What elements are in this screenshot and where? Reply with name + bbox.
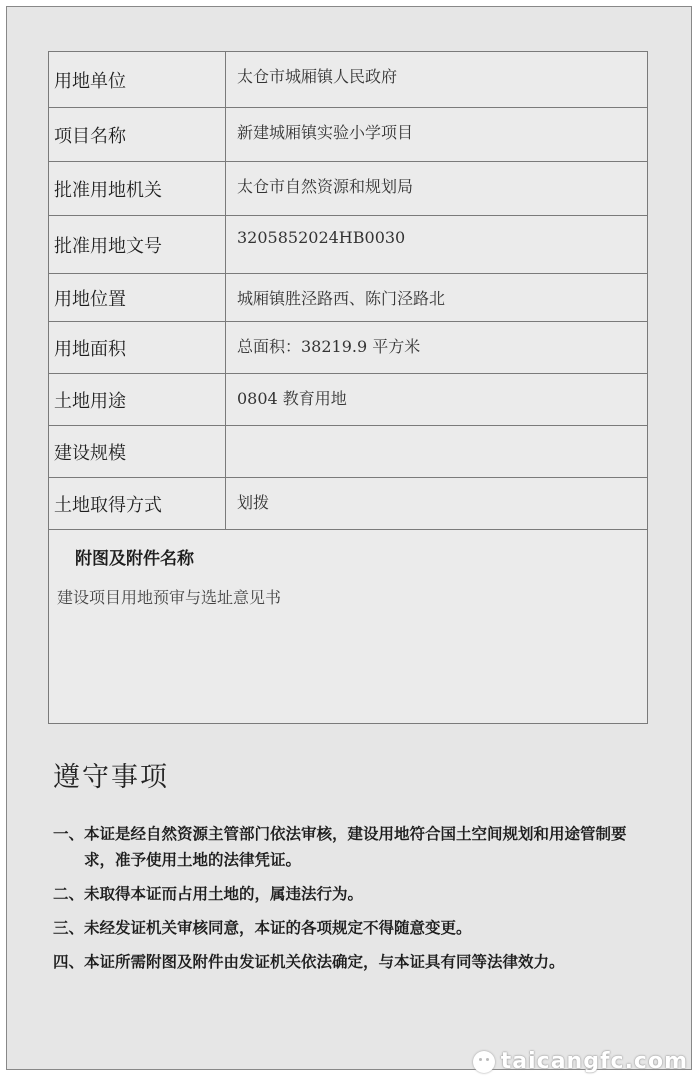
row-value: 总面积：38219.9 平方米: [226, 322, 648, 374]
note-number: 三、: [53, 919, 85, 937]
row-label: 批准用地机关: [49, 162, 226, 216]
row-label: 用地面积: [49, 322, 226, 374]
notes-title: 遵守事项: [53, 762, 169, 793]
attachments-body: 建设项目用地预审与选址意见书: [57, 588, 282, 607]
smiley-icon: [473, 1051, 495, 1073]
row-label: 土地用途: [49, 374, 226, 426]
note-number: 二、: [53, 885, 85, 903]
note-text: 未取得本证而占用土地的，属违法行为。: [84, 885, 364, 903]
note-number: 一、: [53, 825, 85, 843]
certificate-page: [6, 6, 692, 1070]
note-item: [53, 949, 643, 975]
note-text: 本证是经自然资源主管部门依法审核，建设用地符合国土空间规划和用途管制要求，准予使用土地的法律凭证。: [84, 825, 627, 869]
row-value: 0804 教育用地: [226, 374, 648, 426]
note-number: 四、: [53, 953, 85, 971]
table-row: [49, 216, 648, 274]
row-label: 土地取得方式: [49, 478, 226, 530]
table-row: [49, 162, 648, 216]
site-watermark: [473, 1049, 688, 1074]
row-label: 项目名称: [49, 108, 226, 162]
table-row: [49, 322, 648, 374]
attachments-row: [49, 530, 648, 724]
row-label: 批准用地文号: [49, 216, 226, 274]
row-value: 太仓市城厢镇人民政府: [226, 52, 648, 108]
note-text: 未经发证机关审核同意，本证的各项规定不得随意变更。: [84, 919, 472, 937]
table-row: [49, 478, 648, 530]
attachments-cell: [49, 530, 648, 724]
row-label: 建设规模: [49, 426, 226, 478]
row-value: 划拨: [226, 478, 648, 530]
row-value: 太仓市自然资源和规划局: [226, 162, 648, 216]
watermark-text: taicangfc.com: [500, 1049, 688, 1074]
table-row: [49, 108, 648, 162]
row-label: 用地单位: [49, 52, 226, 108]
row-value: 城厢镇胜泾路西、陈门泾路北: [226, 274, 648, 322]
row-value: 新建城厢镇实验小学项目: [226, 108, 648, 162]
note-item: [53, 821, 643, 873]
table-row: [49, 426, 648, 478]
land-info-table: [48, 51, 648, 724]
row-label: 用地位置: [49, 274, 226, 322]
table-row: [49, 274, 648, 322]
attachments-title: 附图及附件名称: [75, 549, 194, 569]
table-row: [49, 52, 648, 108]
note-item: [53, 915, 643, 941]
row-value: 3205852024HB0030: [226, 216, 648, 274]
table-row: [49, 374, 648, 426]
row-value: [226, 426, 648, 478]
note-item: [53, 881, 643, 907]
notes-list: [53, 821, 643, 983]
note-text: 本证所需附图及附件由发证机关依法确定，与本证具有同等法律效力。: [84, 953, 565, 971]
